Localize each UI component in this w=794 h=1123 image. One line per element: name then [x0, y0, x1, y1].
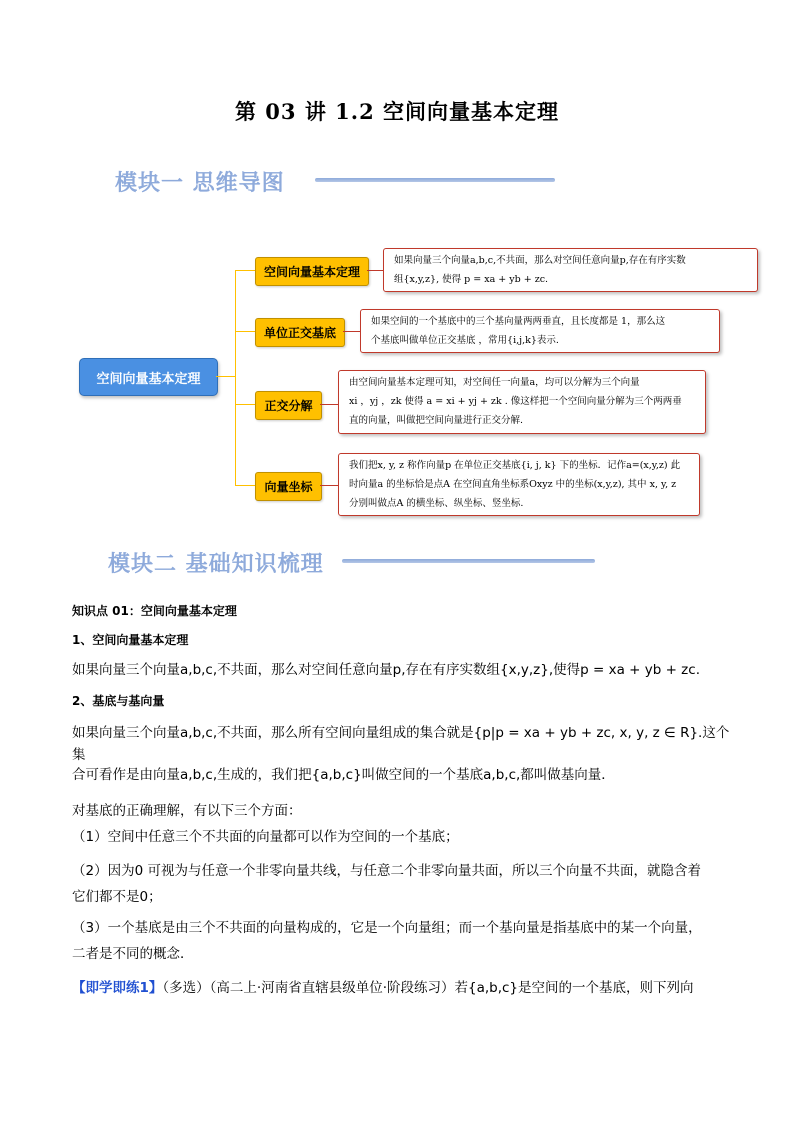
module1-heading: 模块一 思维导图 [115, 170, 285, 196]
understanding-item-3-line1: （3）一个基底是由三个不共面的向量构成的，它是一个向量组；而一个基向量是指基底中的某一个向量， [72, 920, 702, 936]
mindmap-root-connector [216, 376, 236, 377]
desc-vector-coordinates [338, 453, 700, 516]
practice-exercise [72, 977, 732, 999]
understanding-item-3-line2: 二者是不同的概念． [72, 946, 194, 962]
branch-orthogonal-decomposition: 正交分解 [255, 391, 322, 420]
desc-line: 个基底叫做单位正交基底 ，常用{i,j,k}表示. [371, 335, 559, 346]
desc-connector [367, 270, 383, 271]
practice-text: （多选）（高二上·河南省直辖县级单位·阶段练习）若{a,b,c}是空间的一个基底，则下列向 [162, 980, 694, 996]
desc-spatial-vector-theorem [383, 248, 758, 292]
branch-connector [235, 485, 255, 486]
mindmap-bracket [235, 270, 236, 486]
desc-unit-orthogonal-basis [360, 309, 720, 353]
branch-spatial-vector-theorem: 空间向量基本定理 [255, 257, 369, 286]
desc-line: 组{x,y,z}, 使得 p = xa + yb + zc. [394, 274, 549, 285]
page-title: 第 03 讲 1.2 空间向量基本定理 [234, 99, 559, 124]
section2-title: 2、基底与基向量 [72, 694, 165, 708]
desc-orthogonal-decomposition [338, 370, 706, 434]
section1-text: 如果向量三个向量a,b,c,不共面，那么对空间任意向量p,存在有序实数组{x,y,z},使得p = xa + yb + zc. [72, 662, 700, 678]
branch-connector [235, 404, 255, 405]
mindmap-root: 空间向量基本定理 [79, 358, 218, 396]
branch-connector [235, 331, 255, 332]
section2-text-line2: 合可看作是由向量a,b,c,生成的，我们把{a,b,c}叫做空间的一个基底a,b,c,都叫做基向量． [72, 767, 615, 783]
section2-text-line1: 如果向量三个向量a,b,c,不共面，那么所有空间向量组成的集合就是{p|p = xa + yb + zc, x, y, z ∈ R}.这个集 [72, 725, 730, 763]
practice-tag: 【即学即练1】 [72, 980, 163, 996]
branch-unit-orthogonal-basis: 单位正交基底 [255, 318, 345, 347]
desc-line: 时向量a 的坐标恰是点A 在空间直角坐标系Oxyz 中的坐标(x,y,z), 其中 x, y, z [349, 479, 677, 490]
desc-line: 如果向量三个向量a,b,c,不共面，那么对空间任意向量p,存在有序实数 [394, 255, 686, 266]
desc-connector [320, 404, 338, 405]
desc-line: 直的向量，叫做把空间向量进行正交分解. [349, 415, 524, 426]
desc-line: 如果空间的一个基底中的三个基向量两两垂直，且长度都是 1，那么这 [371, 316, 666, 327]
understanding-item-2-line1: （2）因为0 可视为与任意一个非零向量共线，与任意二个非零向量共面，所以三个向量不共面，就隐含着 [72, 863, 701, 879]
desc-connector [343, 331, 360, 332]
module2-divider [342, 559, 595, 563]
desc-connector [320, 485, 338, 486]
desc-line: 我们把x, y, z 称作向量p 在单位正交基底{i, j, k} 下的坐标．记作a=(x,y,z) 此 [349, 460, 681, 471]
understanding-item-1: （1）空间中任意三个不共面的向量都可以作为空间的一个基底； [72, 829, 459, 845]
desc-line: xi ，yj ，zk 使得 a = xi + yj + zk . 像这样把一个空间向量分解为三个两两垂 [349, 396, 682, 407]
understanding-item-2-line2: 它们都不是0； [72, 889, 162, 905]
module1-divider [315, 178, 555, 182]
branch-connector [235, 270, 255, 271]
understanding-intro: 对基底的正确理解，有以下三个方面： [72, 803, 302, 819]
section1-title: 1、空间向量基本定理 [72, 633, 189, 647]
knowledge-point-title: 知识点 01：空间向量基本定理 [72, 604, 237, 618]
desc-line: 分别叫做点A 的横坐标、纵坐标、竖坐标. [349, 498, 524, 509]
desc-line: 由空间向量基本定理可知，对空间任一向量a，均可以分解为三个向量 [349, 377, 640, 388]
module2-heading: 模块二 基础知识梳理 [108, 551, 324, 577]
branch-vector-coordinates: 向量坐标 [255, 472, 322, 501]
